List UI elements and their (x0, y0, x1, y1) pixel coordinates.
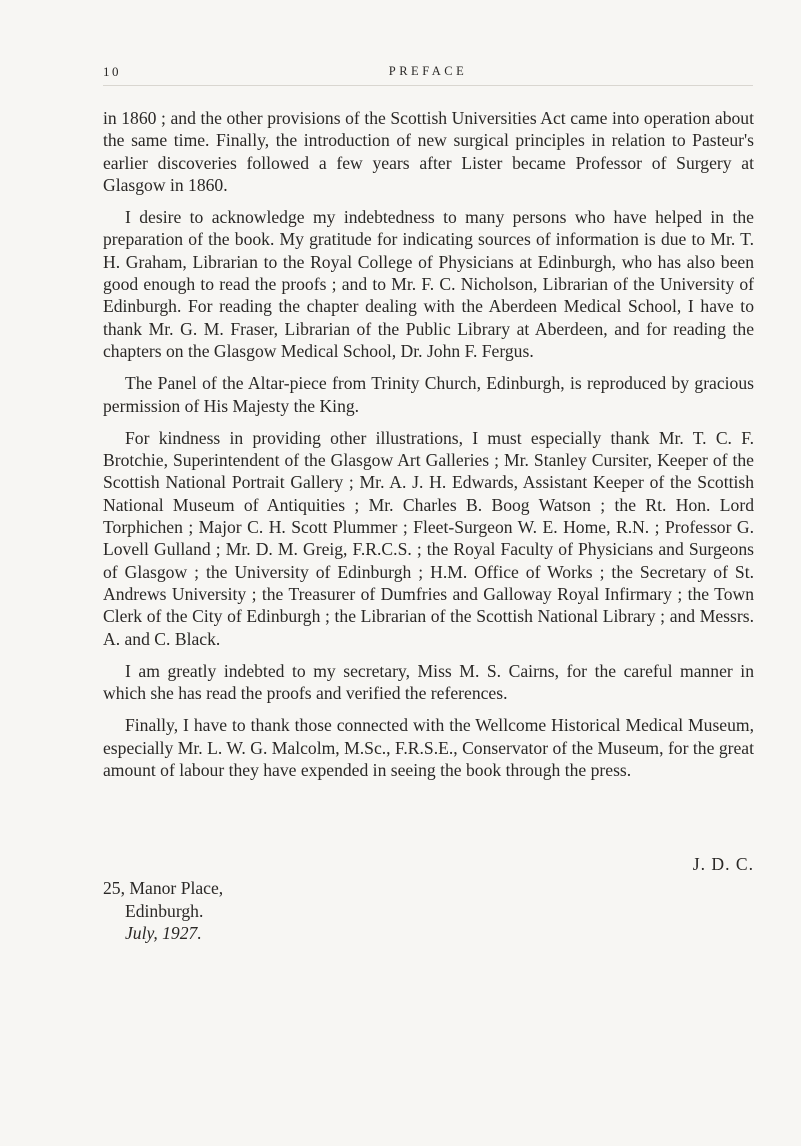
paragraph-acknowledgements: I desire to acknowledge my indebtedness to many persons who have helped in the preparation of the book. My gratitude for indicating sources of information is due to Mr. T. H. Graham, Librarian to the Royal College of Physicians at Edinburgh, who has also been good enough to read the proofs ; and to Mr. F. C. Nicholson, Librarian of the University of Edinburgh. For reading the chapter dealing with the Aberdeen Medical School, I have to thank Mr. G. M. Fraser, Librarian of the Public Library at Aberdeen, and for reading the chapters on the Glasgow Medical School, Dr. John F. Fergus. (103, 207, 754, 361)
page-number: 10 (103, 64, 121, 79)
section-title: PREFACE (388, 64, 468, 78)
preface-body (103, 107, 754, 791)
paragraph-illustrations: For kindness in providing other illustrations, I must especially thank Mr. T. C. F. Brotchie, Superintendent of the Glasgow Art Galleries ; Mr. Stanley Cursiter, Keeper of the Scottish National Portrait Gallery ; Mr. A. J. H. Edwards, Assistant Keeper of the Scottish National Museum of Antiquities ; Mr. Charles B. Boog Watson ; the Rt. Hon. Lord Torphichen ; Major C. H. Scott Plummer ; Fleet-Surgeon W. E. Home, R.N. ; Professor G. Lovell Gulland ; Mr. D. M. Greig, F.R.C.S. ; the Royal Faculty of Physicians and Surgeons of Glasgow ; the University of Edinburgh ; H.M. Office of Works ; the Secretary of St. Andrews University ; the Treasurer of Dumfries and Galloway Royal Infirmary ; the Town Clerk of the City of Edinburgh ; the Librarian of the Scottish National Library ; and Messrs. A. and C. Black. (103, 427, 754, 649)
address-street: 25, Manor Place, (103, 878, 224, 898)
running-head (103, 64, 753, 86)
paragraph-continuation: in 1860 ; and the other provisions of the Scottish Universities Act came into operation about the same time. Finally, the introduction of new surgical principles in relation to Pasteur's earlier discoveries followed a few years after Lister became Professor of Surgery at Glasgow in 1860. (103, 108, 754, 195)
address-date: July, 1927. (125, 923, 202, 943)
address-block (103, 877, 223, 945)
author-initials: J. D. C. (692, 854, 754, 874)
header-rule (103, 85, 753, 86)
paragraph-altar-piece: The Panel of the Altar-piece from Trinity Church, Edinburgh, is reproduced by gracious permission of His Majesty the King. (103, 373, 754, 416)
paragraph-secretary: I am greatly indebted to my secretary, Miss M. S. Cairns, for the careful manner in which she has read the proofs and verified the references. (103, 660, 754, 704)
address-city: Edinburgh. (125, 900, 204, 921)
paragraph-wellcome: Finally, I have to thank those connected with the Wellcome Historical Medical Museum, especially Mr. L. W. G. Malcolm, M.Sc., F.R.S.E., Conservator of the Museum, for the great amount of labour they have expended in seeing the book through the press. (103, 715, 754, 781)
